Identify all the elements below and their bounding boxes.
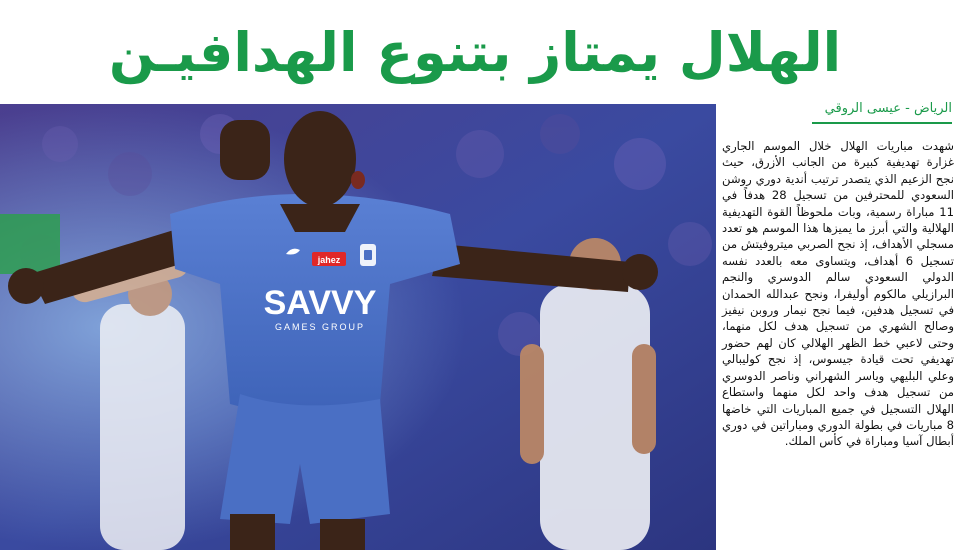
article-byline: الرياض - عيسى الروقي: [812, 100, 952, 124]
sleeve-sponsor: jahez: [317, 255, 341, 265]
article-body: شهدت مباريات الهلال خلال الموسم الجاري غزارة تهديفية كبيرة من الجانب الأزرق، حيث نجح الزعيم الذي يتصدر ترتيب أندية دوري روشن السعودي للمحترفين من تسجيل 28 هدفاً في 11 مباراة رسمية، وبات ملحوظاً القوة التهديفية الهلالية والتي أبرز ما يميزها هذا الموسم هو تعدد مسجلي الأهداف، إذ نجح الصربي ميتروفيتش من تسجيل 6 أهداف، ويتساوى معه بالعدد نفسه الدولي السعودي سالم الدوسري والنجم البرازيلي مالكوم أوليفرا، ونجح عبدالله الحمدان في تسجيل هدفين، فيما نجح نيمار وروبن نيفيز وصالح الشهري من تسجيل هدف لكل منهما، وحتى لاعبي خط الظهر الهلالي كان لهم حضور تهديفي تحت قيادة جيسوس، إذ نجح كوليبالي وعلي البليهي وياسر الشهراني وناصر الدوسري من تسجيل هدف واحد لكل منهما واستطاع الهلال التسجيل في جميع المباريات التي خاضها 8 مباريات في بطولة الدوري ومباراتين في دوري أبطال آسيا ومباراة في كأس الملك.: [722, 139, 954, 449]
club-crest-icon: [360, 244, 376, 266]
match-photo: [0, 104, 716, 550]
headline-title: الهلال يمتاز بتنوع الهدافيـن: [108, 20, 842, 84]
jersey-sponsor-sub: GAMES GROUP: [274, 322, 366, 332]
headline-banner: [0, 0, 960, 104]
player-celebration-photo: [0, 104, 716, 550]
green-billboard: [0, 214, 60, 274]
jersey-sponsor: SAVVY: [263, 284, 377, 322]
